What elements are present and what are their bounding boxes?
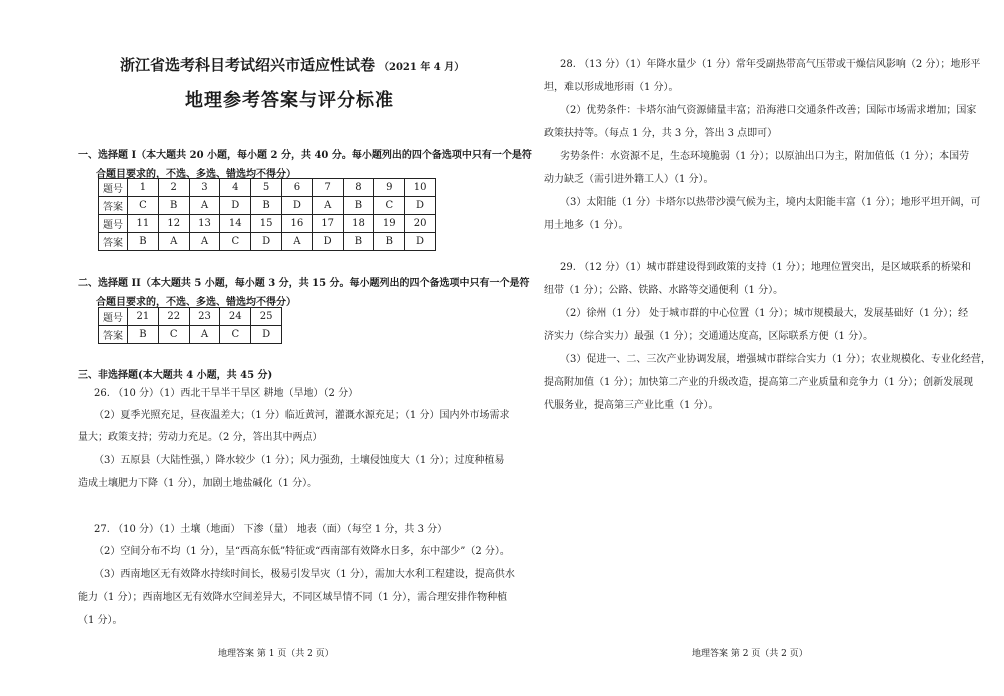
answer-line: （3）五原县（大陆性强，）降水较少（1 分）；风力强劲，土壤侵蚀度大（1 分）；过度种植易 — [94, 455, 505, 466]
answer-cell: 7 — [312, 179, 343, 197]
answer-cell: B — [128, 326, 159, 344]
answer-cell: 8 — [343, 179, 374, 197]
row-header-cell: 题号 — [99, 179, 128, 197]
answer-cell: 15 — [251, 215, 282, 233]
row-header-cell: 答案 — [99, 326, 128, 344]
answer-cell: 19 — [374, 215, 405, 233]
answer-line: 政策扶持等。（每点 1 分，共 3 分，答出 3 点即可） — [544, 128, 778, 139]
answer-cell: B — [128, 233, 159, 251]
table-row — [99, 215, 436, 233]
section-3-heading: 三、非选择题(本大题共 4 小题，共 45 分) — [78, 370, 273, 381]
answer-line: （3）促进一、二、三次产业协调发展，增强城市群综合实力（1 分）；农业规模化、专业化经营， — [560, 354, 991, 365]
answer-cell: 14 — [220, 215, 251, 233]
row-header-cell: 题号 — [99, 308, 128, 326]
row-header-cell: 答案 — [99, 233, 128, 251]
answer-cell: 16 — [281, 215, 312, 233]
answer-cell: 3 — [189, 179, 220, 197]
answer-line: （2）空间分布不均（1 分），呈“西高东低”特征或“西南部有效降水日多，东中部少”（2 分）。 — [94, 546, 510, 557]
answer-line: （3）太阳能（1 分）卡塔尔以热带沙漠气候为主，境内太阳能丰富（1 分）；地形平坦开阔，可 — [560, 197, 981, 208]
answer-cell: A — [158, 233, 189, 251]
answer-cell: D — [281, 197, 312, 215]
answer-cell: 11 — [128, 215, 159, 233]
answer-cell: 12 — [158, 215, 189, 233]
answer-cell: A — [281, 233, 312, 251]
answer-cell: D — [251, 326, 282, 344]
answer-line: （2）优势条件：卡塔尔油气资源储量丰富；沿海港口交通条件改善；国际市场需求增加；国家 — [560, 105, 977, 116]
answer-key-title: 地理参考答案与评分标准 — [185, 90, 394, 111]
answer-cell: C — [158, 326, 189, 344]
answer-cell: C — [128, 197, 159, 215]
answer-line: 劣势条件：水资源不足，生态环境脆弱（1 分）；以原油出口为主，附加值低（1 分）；本国劳 — [560, 151, 970, 162]
answer-line: （1 分）。 — [78, 615, 123, 626]
answer-line: 用土地多（1 分）。 — [544, 220, 629, 231]
answer-cell: B — [251, 197, 282, 215]
row-header-cell: 题号 — [99, 215, 128, 233]
answer-line: 提高附加值（1 分）；加快第二产业的升级改造，提高第二产业质量和竞争力（1 分）；创新发展现 — [544, 377, 974, 388]
answer-cell: A — [189, 233, 220, 251]
answer-line: 能力（1 分）；西南地区无有效降水空间差异大，不同区域旱情不同（1 分），需合理安排作物种植 — [78, 592, 508, 603]
page-footer-1: 地理答案 第 1 页（共 2 页） — [218, 649, 334, 659]
answer-cell: 9 — [374, 179, 405, 197]
answer-cell: 25 — [251, 308, 282, 326]
answer-cell: D — [405, 233, 436, 251]
answer-line: 坦，难以形成地形雨（1 分）。 — [544, 82, 679, 93]
answer-line: 27. （10 分）（1）土壤（地面） 下渗（量） 地表（面）（每空 1 分，共 3 分） — [94, 524, 448, 535]
answer-line: 28. （13 分）（1）年降水量少（1 分）常年受副热带高气压带或干燥信风影响（2 分）；地形平 — [560, 59, 981, 70]
answer-cell: B — [343, 197, 374, 215]
answer-line: 26. （10 分）（1）西北干旱半干旱区 耕地（旱地）（2 分） — [94, 388, 359, 399]
answer-cell: C — [220, 326, 251, 344]
exam-title: 浙江省选考科目考试绍兴市适应性试卷 （2021 年 4 月） — [120, 56, 465, 74]
answer-cell: 13 — [189, 215, 220, 233]
answer-line: 济实力（综合实力）最强（1 分）；交通通达度高，区际联系方便（1 分）。 — [544, 331, 874, 342]
answer-cell: 18 — [343, 215, 374, 233]
answer-cell: A — [189, 197, 220, 215]
answer-line: 29. （12 分）（1）城市群建设得到政策的支持（1 分）；地理位置突出，是区域联系的桥梁和 — [560, 262, 971, 273]
answer-cell: C — [220, 233, 251, 251]
choice-answer-table-1 — [98, 178, 436, 251]
answer-line: 动力缺乏（需引进外籍工人）（1 分）。 — [544, 174, 714, 185]
table-row — [99, 308, 282, 326]
answer-cell: 6 — [281, 179, 312, 197]
answer-cell: C — [374, 197, 405, 215]
answer-cell: 17 — [312, 215, 343, 233]
answer-line: 代服务业，提高第三产业比重（1 分）。 — [544, 400, 719, 411]
answer-cell: 1 — [128, 179, 159, 197]
exam-date: （2021 年 4 月） — [379, 62, 465, 73]
answer-cell: 2 — [158, 179, 189, 197]
table-row — [99, 179, 436, 197]
section-1-heading: 一、选择题 I（本大题共 20 小题，每小题 2 分，共 40 分。每小题列出的四个备选项中只有一个是符 合题目要求的，不选、多选、错选均不得分） — [78, 150, 532, 180]
answer-cell: B — [374, 233, 405, 251]
answer-line: 造成土壤肥力下降（1 分），加剧土地盐碱化（1 分）。 — [78, 478, 318, 489]
answer-cell: 24 — [220, 308, 251, 326]
answer-cell: B — [343, 233, 374, 251]
answer-cell: 22 — [158, 308, 189, 326]
page-footer-2: 地理答案 第 2 页（共 2 页） — [692, 649, 808, 659]
section-2-heading: 二、选择题 II（本大题共 5 小题，每小题 3 分，共 15 分。每小题列出的四个备选项中只有一个是符 合题目要求的，不选、多选、错选均不得分） — [78, 278, 530, 308]
answer-cell: 4 — [220, 179, 251, 197]
answer-cell: A — [312, 197, 343, 215]
answer-cell: 10 — [405, 179, 436, 197]
row-header-cell: 答案 — [99, 197, 128, 215]
table-row — [99, 233, 436, 251]
answer-line: （2）夏季光照充足，昼夜温差大；（1 分）临近黄河，灌溉水源充足；（1 分）国内外市场需求 — [94, 410, 510, 421]
table-row — [99, 197, 436, 215]
answer-cell: 20 — [405, 215, 436, 233]
answer-cell: A — [189, 326, 220, 344]
answer-cell: D — [251, 233, 282, 251]
answer-line: 纽带（1 分）；公路、铁路、水路等交通便利（1 分）。 — [544, 285, 784, 296]
answer-cell: 23 — [189, 308, 220, 326]
answer-line: 量大；政策支持；劳动力充足。（2 分，答出其中两点） — [78, 432, 323, 443]
answer-cell: 5 — [251, 179, 282, 197]
answer-cell: D — [312, 233, 343, 251]
answer-cell: 21 — [128, 308, 159, 326]
answer-cell: D — [220, 197, 251, 215]
answer-line: （3）西南地区无有效降水持续时间长，极易引发旱灾（1 分），需加大水利工程建设，提高供水 — [94, 569, 515, 580]
answer-cell: D — [405, 197, 436, 215]
table-row — [99, 326, 282, 344]
choice-answer-table-2 — [98, 307, 282, 344]
answer-cell: B — [158, 197, 189, 215]
answer-line: （2）徐州（1 分） 处于城市群的中心位置（1 分）；城市规模最大，发展基础好（1 分）；经 — [560, 308, 969, 319]
